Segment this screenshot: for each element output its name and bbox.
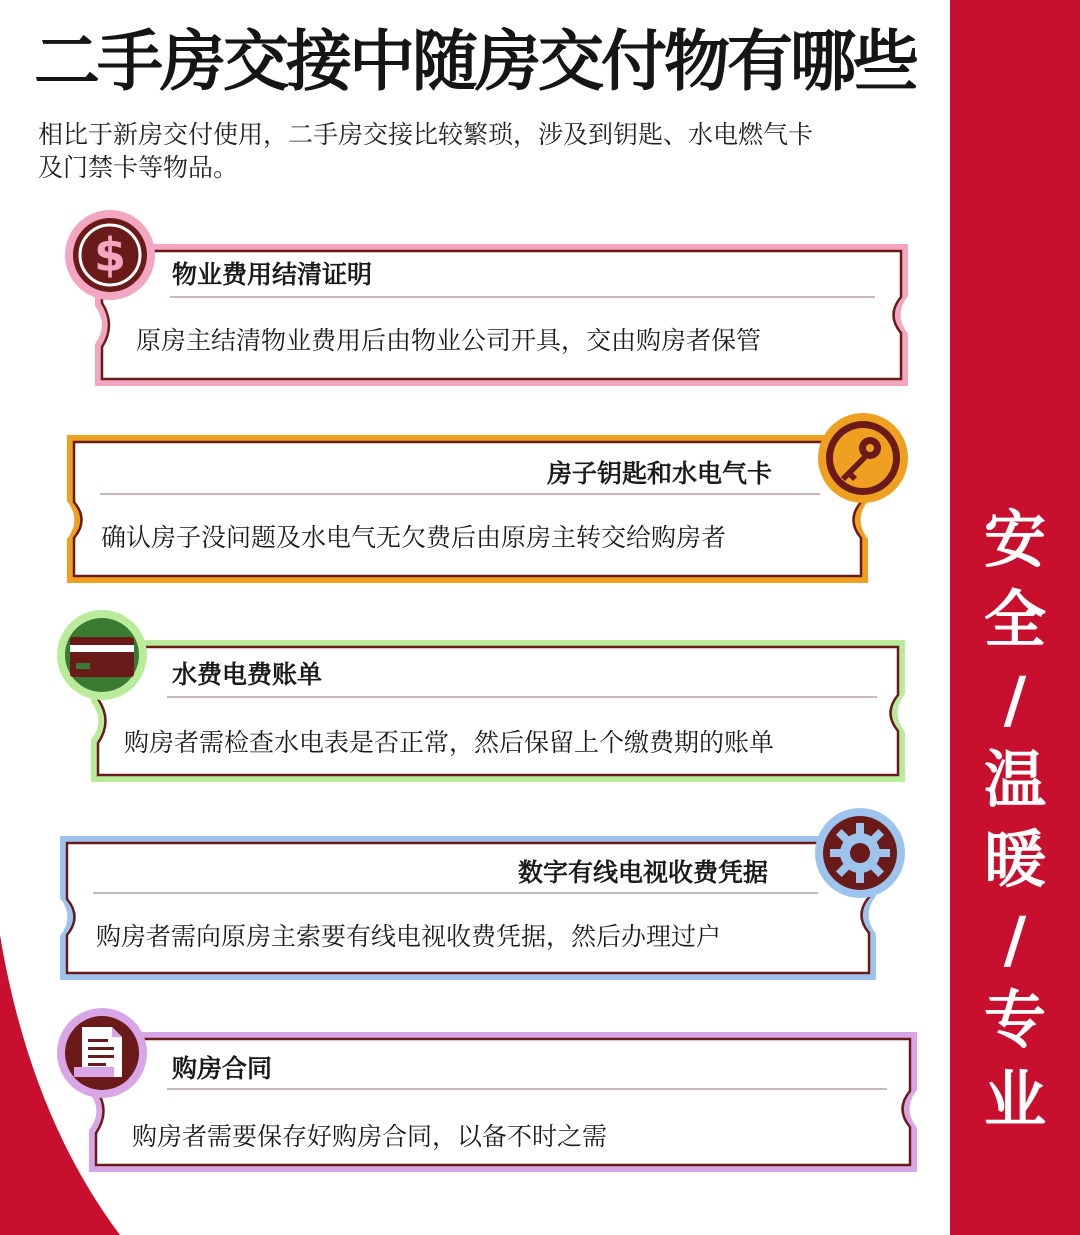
item-description: 确认房子没问题及水电气无欠费后由原房主转交给购房者 (101, 523, 727, 552)
page-title: 二手房交接中随房交付物有哪些 (34, 23, 916, 100)
slogan-char: / (1003, 903, 1027, 976)
intro-line: 相比于新房交付使用，二手房交接比较繁琐，涉及到钥匙、水电燃气卡 (38, 120, 814, 149)
item-description: 原房主结清物业费用后由物业公司开具，交由购房者保管 (136, 326, 762, 355)
card-icon (54, 607, 150, 703)
item-heading: 物业费用结清证明 (172, 260, 373, 289)
slogan-char: / (1003, 663, 1027, 736)
gear-icon (812, 805, 908, 901)
slogan-char: 温 (983, 743, 1046, 816)
item-heading: 数字有线电视收费凭据 (518, 858, 769, 887)
slogan-char: 暖 (983, 823, 1046, 896)
item-card-cable-tv (58, 805, 908, 985)
item-heading: 水费电费账单 (172, 660, 323, 689)
item-description: 购房者需向原房主索要有线电视收费凭据，然后办理过户 (96, 922, 722, 951)
slogan-char: 安 (983, 503, 1046, 576)
svg-text:$: $ (93, 228, 127, 282)
slogan-char: 专 (983, 983, 1046, 1056)
item-card-keys (65, 408, 915, 588)
card-frame (52, 1005, 922, 1180)
slogan-char: 业 (983, 1063, 1046, 1136)
item-description: 购房者需要保存好购房合同，以备不时之需 (132, 1122, 608, 1151)
card-frame (60, 205, 910, 390)
intro-text (38, 118, 918, 184)
contract-icon (54, 1005, 150, 1101)
slogan-char: 全 (983, 583, 1046, 656)
item-card-utility-bills (52, 605, 912, 785)
item-heading: 购房合同 (172, 1054, 273, 1083)
item-card-contract (52, 1005, 922, 1180)
card-frame (65, 408, 915, 588)
item-heading: 房子钥匙和水电气卡 (547, 459, 773, 488)
key-icon (815, 410, 911, 506)
intro-line: 及门禁卡等物品。 (38, 153, 239, 182)
item-card-property-fee (60, 205, 910, 390)
slogan (950, 500, 1080, 1140)
card-frame (58, 805, 908, 985)
item-description: 购房者需检查水电表是否正常，然后保留上个缴费期的账单 (124, 728, 775, 757)
dollar-icon (62, 207, 158, 303)
side-banner (950, 0, 1080, 1235)
